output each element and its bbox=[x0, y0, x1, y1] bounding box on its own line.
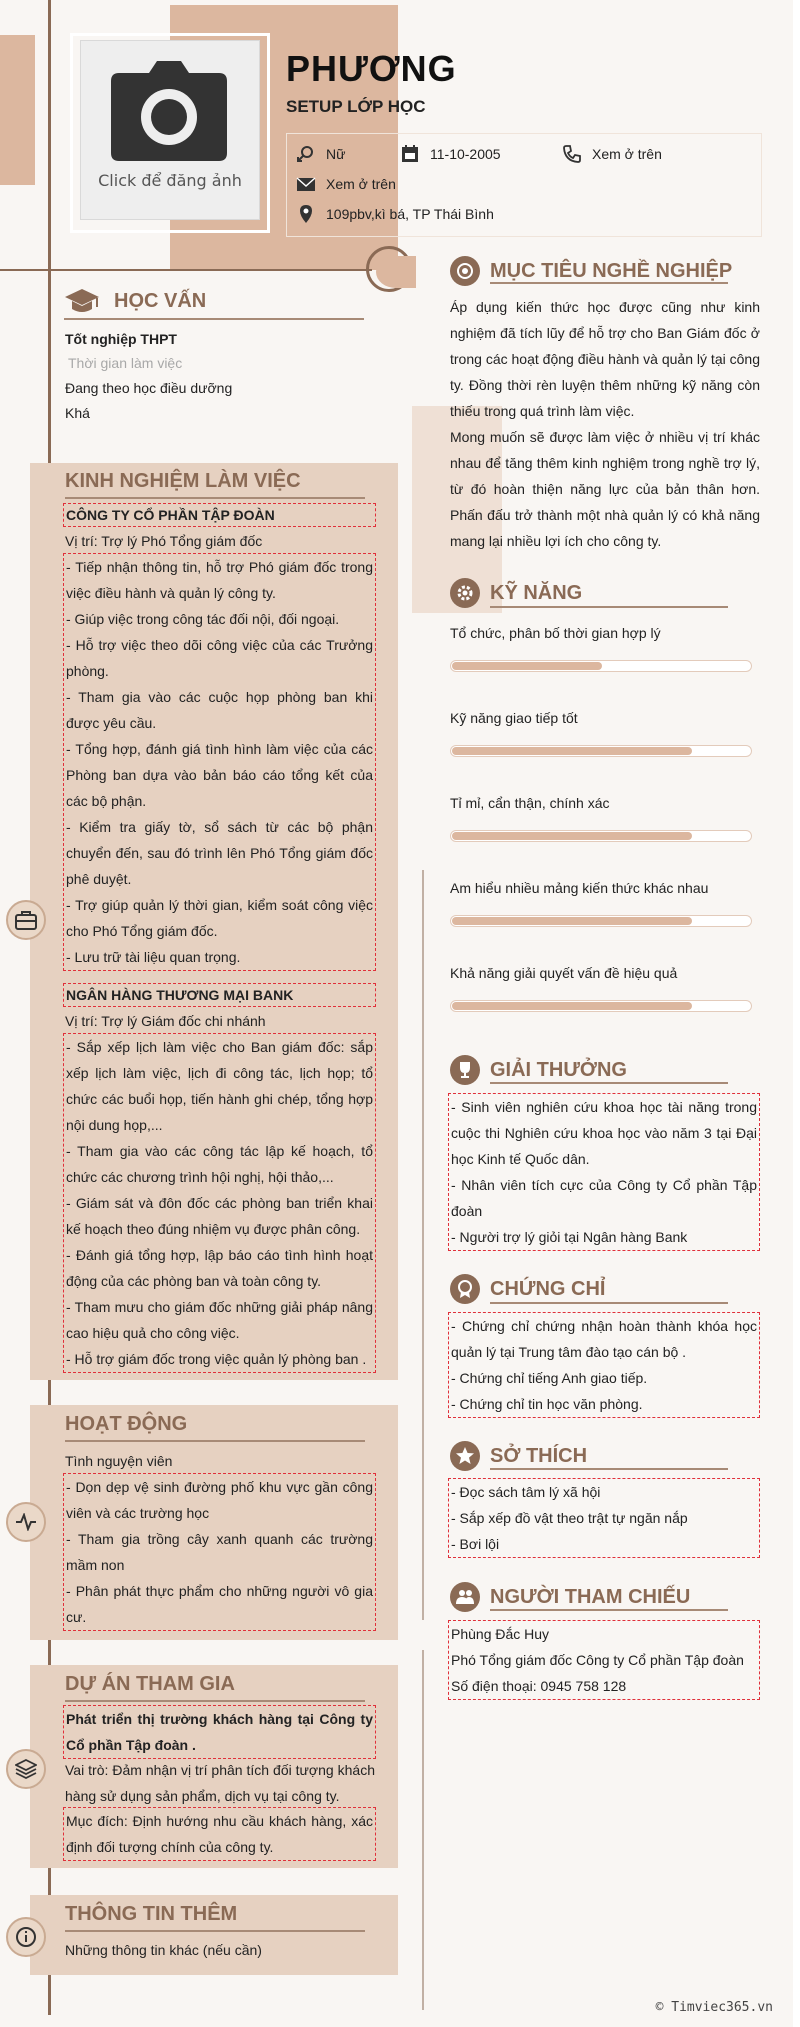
job-1-task: - Trợ giúp quản lý thời gian, kiểm soát công việc cho Phó Tổng giám đốc. bbox=[66, 897, 373, 939]
award-item: - Sinh viên nghiên cứu khoa học tài năng trong cuộc thi Nghiên cứu khoa học vào năm 3 tại Đại học Kinh tế Quốc dân. bbox=[451, 1099, 757, 1167]
job-2-task: - Đánh giá tổng hợp, lập báo cáo tình hình hoạt động của các phòng ban và toàn công ty. bbox=[66, 1247, 373, 1289]
job-2-company[interactable]: NGÂN HÀNG THƯƠNG MẠI BANK bbox=[63, 983, 376, 1007]
timeline-line-mid-2 bbox=[422, 1650, 424, 2010]
job-1-tasks[interactable] bbox=[63, 553, 376, 971]
job-2-task: - Tham gia vào các công tác lập kế hoạch, tổ chức các chương trình hội nghị, hội thảo,... bbox=[66, 1143, 373, 1185]
envelope-icon bbox=[296, 174, 316, 194]
awards-list[interactable] bbox=[448, 1093, 760, 1251]
education-time[interactable]: Thời gian làm việc bbox=[68, 355, 183, 371]
gender-icon bbox=[296, 144, 316, 164]
experience-title-underline bbox=[65, 497, 365, 499]
certificates-list[interactable] bbox=[448, 1312, 760, 1418]
project-goal[interactable]: Mục đích: Định hướng nhu cầu khách hàng, xác định đối tượng chính của công ty. bbox=[63, 1807, 376, 1861]
references-title: NGƯỜI THAM CHIẾU bbox=[450, 1582, 690, 1612]
trophy-icon bbox=[450, 1055, 480, 1085]
award-item: - Người trợ lý giỏi tại Ngân hàng Bank bbox=[451, 1229, 688, 1245]
gender-field[interactable] bbox=[296, 144, 345, 164]
education-school[interactable]: Tốt nghiệp THPT bbox=[65, 331, 177, 347]
job-1-task: - Tham gia vào các cuộc họp phòng ban khi được yêu cầu. bbox=[66, 689, 373, 731]
objective-paragraph: Mong muốn sẽ được làm việc ở nhiều vị trí khác nhau để tăng thêm kinh nghiệm trong nghề trợ lý, từ đó hoàn thiện năng lực của bản thân hơn. Phấn đấu trở thành một nhà quản lý có khả năng mang lại nhiều lợi ích cho công ty. bbox=[450, 429, 760, 549]
skill-bar-fill bbox=[452, 662, 602, 670]
more-info-title-underline bbox=[65, 1930, 365, 1932]
gender-value: Nữ bbox=[326, 146, 346, 162]
more-info-title: THÔNG TIN THÊM bbox=[65, 1903, 238, 1925]
activity-items[interactable] bbox=[63, 1473, 376, 1631]
dob-value: 11-10-2005 bbox=[430, 146, 501, 162]
activity-item: - Tham gia trồng cây xanh quanh các trường mầm non bbox=[66, 1531, 373, 1573]
activity-item: - Dọn dẹp vệ sinh đường phố khu vực gần công viên và các trường học bbox=[66, 1479, 373, 1521]
medal-icon bbox=[450, 1274, 480, 1304]
job-2-task: - Tham mưu cho giám đốc những giải pháp nâng cao hiệu quả cho công việc. bbox=[66, 1299, 373, 1341]
education-title-underline bbox=[64, 318, 364, 320]
deco-circle-inner bbox=[376, 256, 416, 288]
activity-name[interactable]: Tình nguyện viên bbox=[65, 1453, 173, 1469]
references-title-underline bbox=[490, 1609, 728, 1611]
briefcase-icon bbox=[15, 910, 37, 930]
education-title: HỌC VẤN bbox=[64, 287, 206, 315]
star-icon bbox=[450, 1441, 480, 1471]
dob-field[interactable] bbox=[400, 144, 501, 164]
phone-icon bbox=[562, 144, 582, 164]
reference-position: Phó Tổng giám đốc Công ty Cổ phần Tập đoàn bbox=[451, 1652, 744, 1668]
address-field[interactable] bbox=[296, 204, 494, 224]
job-1-task: - Tổng hợp, đánh giá tình hình làm việc của các Phòng ban dựa vào bản báo cáo tổng kết của các bộ phận. bbox=[66, 741, 373, 809]
skill-bar-fill bbox=[452, 832, 692, 840]
job-1-role[interactable]: Vị trí: Trợ lý Phó Tổng giám đốc bbox=[65, 533, 263, 549]
job-1-task: - Lưu trữ tài liệu quan trọng. bbox=[66, 949, 241, 965]
projects-title: DỰ ÁN THAM GIA bbox=[65, 1673, 235, 1695]
skill-label[interactable]: Tỉ mỉ, cẩn thận, chính xác bbox=[450, 795, 610, 811]
users-icon bbox=[450, 1582, 480, 1612]
certificates-title-underline bbox=[490, 1302, 728, 1304]
reference-phone: Số điện thoại: 0945 758 128 bbox=[451, 1678, 627, 1694]
skill-bar[interactable] bbox=[450, 660, 752, 672]
certificates-title: CHỨNG CHỈ bbox=[450, 1274, 605, 1304]
pulse-icon bbox=[15, 1513, 37, 1531]
address-value: 109pbv,kì bá, TP Thái Bình bbox=[326, 206, 494, 222]
phone-value: Xem ở trên bbox=[592, 146, 662, 162]
skill-bar-fill bbox=[452, 747, 692, 755]
job-1-task: - Giúp việc trong công tác đối nội, đối ngoại. bbox=[66, 611, 340, 627]
project-role[interactable]: Vai trò: Đảm nhận vị trí phân tích đối tượng khách hàng sử dụng sản phẩm, dịch vụ tại công ty. bbox=[65, 1762, 375, 1804]
skill-label[interactable]: Kỹ năng giao tiếp tốt bbox=[450, 710, 578, 726]
target-icon bbox=[450, 256, 480, 286]
hobby-item: - Đọc sách tâm lý xã hội bbox=[451, 1484, 601, 1500]
more-info-side-marker bbox=[6, 1917, 46, 1957]
skill-bar[interactable] bbox=[450, 1000, 752, 1012]
hobby-item: - Bơi lội bbox=[451, 1536, 500, 1552]
avatar-upload[interactable] bbox=[80, 40, 260, 220]
deco-block-left bbox=[0, 35, 35, 185]
timeline-line-mid bbox=[422, 870, 424, 1620]
certificate-item: - Chứng chỉ tin học văn phòng. bbox=[451, 1396, 643, 1412]
skill-bar[interactable] bbox=[450, 915, 752, 927]
skill-label[interactable]: Tổ chức, phân bố thời gian hợp lý bbox=[450, 625, 661, 641]
hobbies-title-underline bbox=[490, 1468, 728, 1470]
references-block[interactable] bbox=[448, 1620, 760, 1700]
job-1-task: - Kiểm tra giấy tờ, sổ sách từ các bộ phận chuyển đến, sau đó trình lên Phó Tổng giám đốc phê duyệt. bbox=[66, 819, 373, 887]
calendar-icon bbox=[400, 144, 420, 164]
reference-name: Phùng Đắc Huy bbox=[451, 1626, 550, 1642]
activities-title: HOẠT ĐỘNG bbox=[65, 1413, 188, 1435]
awards-title-underline bbox=[490, 1082, 728, 1084]
candidate-name[interactable]: PHƯƠNG bbox=[286, 48, 457, 89]
education-grade[interactable]: Khá bbox=[65, 405, 90, 421]
location-pin-icon bbox=[296, 204, 316, 224]
experience-side-marker bbox=[6, 900, 46, 940]
hobbies-title: SỞ THÍCH bbox=[450, 1441, 587, 1471]
skill-label[interactable]: Khả năng giải quyết vấn đề hiệu quả bbox=[450, 965, 678, 981]
job-2-role[interactable]: Vị trí: Trợ lý Giám đốc chi nhánh bbox=[65, 1013, 266, 1029]
objective-text[interactable] bbox=[450, 294, 760, 554]
activities-title-underline bbox=[65, 1440, 365, 1442]
experience-title: KINH NGHIỆM LÀM VIỆC bbox=[65, 470, 301, 492]
phone-field[interactable] bbox=[562, 144, 662, 164]
hobbies-list[interactable] bbox=[448, 1478, 760, 1558]
objective-paragraph: Áp dụng kiến thức học được cũng như kinh nghiệm đã tích lũy để hỗ trợ cho Ban Giám đốc ở trong các hoạt động điều hành và quản lý tại công ty. Đồng thời rèn luyện thêm những kỹ năng còn thiếu trong quá trình làm việc. bbox=[450, 299, 760, 419]
skill-bar-fill bbox=[452, 917, 692, 925]
graduation-cap-icon bbox=[64, 287, 100, 315]
job-1-task: - Tiếp nhận thông tin, hỗ trợ Phó giám đốc trong việc điều hành và quản lý công ty. bbox=[66, 559, 373, 601]
photo-upload-label: Click để đăng ảnh bbox=[98, 171, 242, 190]
objective-title: MỤC TIÊU NGHỀ NGHIỆP bbox=[450, 256, 732, 286]
camera-icon bbox=[109, 61, 229, 171]
job-1-company[interactable]: CÔNG TY CỔ PHẦN TẬP ĐOÀN bbox=[63, 503, 376, 527]
projects-side-marker bbox=[6, 1749, 46, 1789]
award-item: - Nhân viên tích cực của Công ty Cổ phần Tập đoàn bbox=[451, 1177, 757, 1219]
certificate-item: - Chứng chỉ chứng nhận hoàn thành khóa học quản lý tại Trung tâm đào tạo cán bộ . bbox=[451, 1318, 757, 1360]
job-2-task: - Sắp xếp lịch làm việc cho Ban giám đốc: sắp xếp lịch làm việc, lịch đi công tác, lịch họp; tổ chức các buổi họp, tiến hành ghi chép, tổng hợp nội dung họp,... bbox=[66, 1039, 373, 1133]
skill-label[interactable]: Am hiểu nhiều mảng kiến thức khác nhau bbox=[450, 880, 709, 896]
job-1-task: - Hỗ trợ việc theo dõi công việc của các Trưởng phòng. bbox=[66, 637, 373, 679]
objective-title-underline bbox=[490, 282, 728, 284]
projects-title-underline bbox=[65, 1700, 365, 1702]
activities-side-marker bbox=[6, 1502, 46, 1542]
hobby-item: - Sắp xếp đồ vật theo trật tự ngăn nắp bbox=[451, 1510, 688, 1526]
job-2-task: - Giám sát và đôn đốc các phòng ban triển khai kế hoạch theo đúng nhiệm vụ được phân công. bbox=[66, 1195, 373, 1237]
candidate-position[interactable]: SETUP LỚP HỌC bbox=[286, 97, 426, 116]
layers-icon bbox=[15, 1759, 37, 1779]
info-icon bbox=[15, 1926, 37, 1948]
email-value: Xem ở trên bbox=[326, 176, 396, 192]
header-divider bbox=[0, 269, 372, 271]
email-field[interactable] bbox=[296, 174, 396, 194]
gear-icon bbox=[450, 578, 480, 608]
project-name[interactable]: Phát triển thị trường khách hàng tại Công ty Cổ phần Tập đoàn . bbox=[63, 1705, 376, 1759]
skill-bar-fill bbox=[452, 1002, 692, 1010]
job-2-tasks[interactable] bbox=[63, 1033, 376, 1373]
skills-title-underline bbox=[490, 606, 728, 608]
awards-title: GIẢI THƯỞNG bbox=[450, 1055, 627, 1085]
certificate-item: - Chứng chỉ tiếng Anh giao tiếp. bbox=[451, 1370, 648, 1386]
skills-title: KỸ NĂNG bbox=[450, 578, 582, 608]
skill-bar[interactable] bbox=[450, 745, 752, 757]
more-info-text[interactable]: Những thông tin khác (nếu cần) bbox=[65, 1942, 262, 1958]
skill-bar[interactable] bbox=[450, 830, 752, 842]
activity-item: - Phân phát thực phẩm cho những người vô gia cư. bbox=[66, 1583, 373, 1625]
education-major[interactable]: Đang theo học điều dưỡng bbox=[65, 380, 233, 396]
footer-copyright: © Timviec365.vn bbox=[655, 2000, 773, 2015]
job-2-task: - Hỗ trợ giám đốc trong việc quản lý phòng ban . bbox=[66, 1351, 367, 1367]
